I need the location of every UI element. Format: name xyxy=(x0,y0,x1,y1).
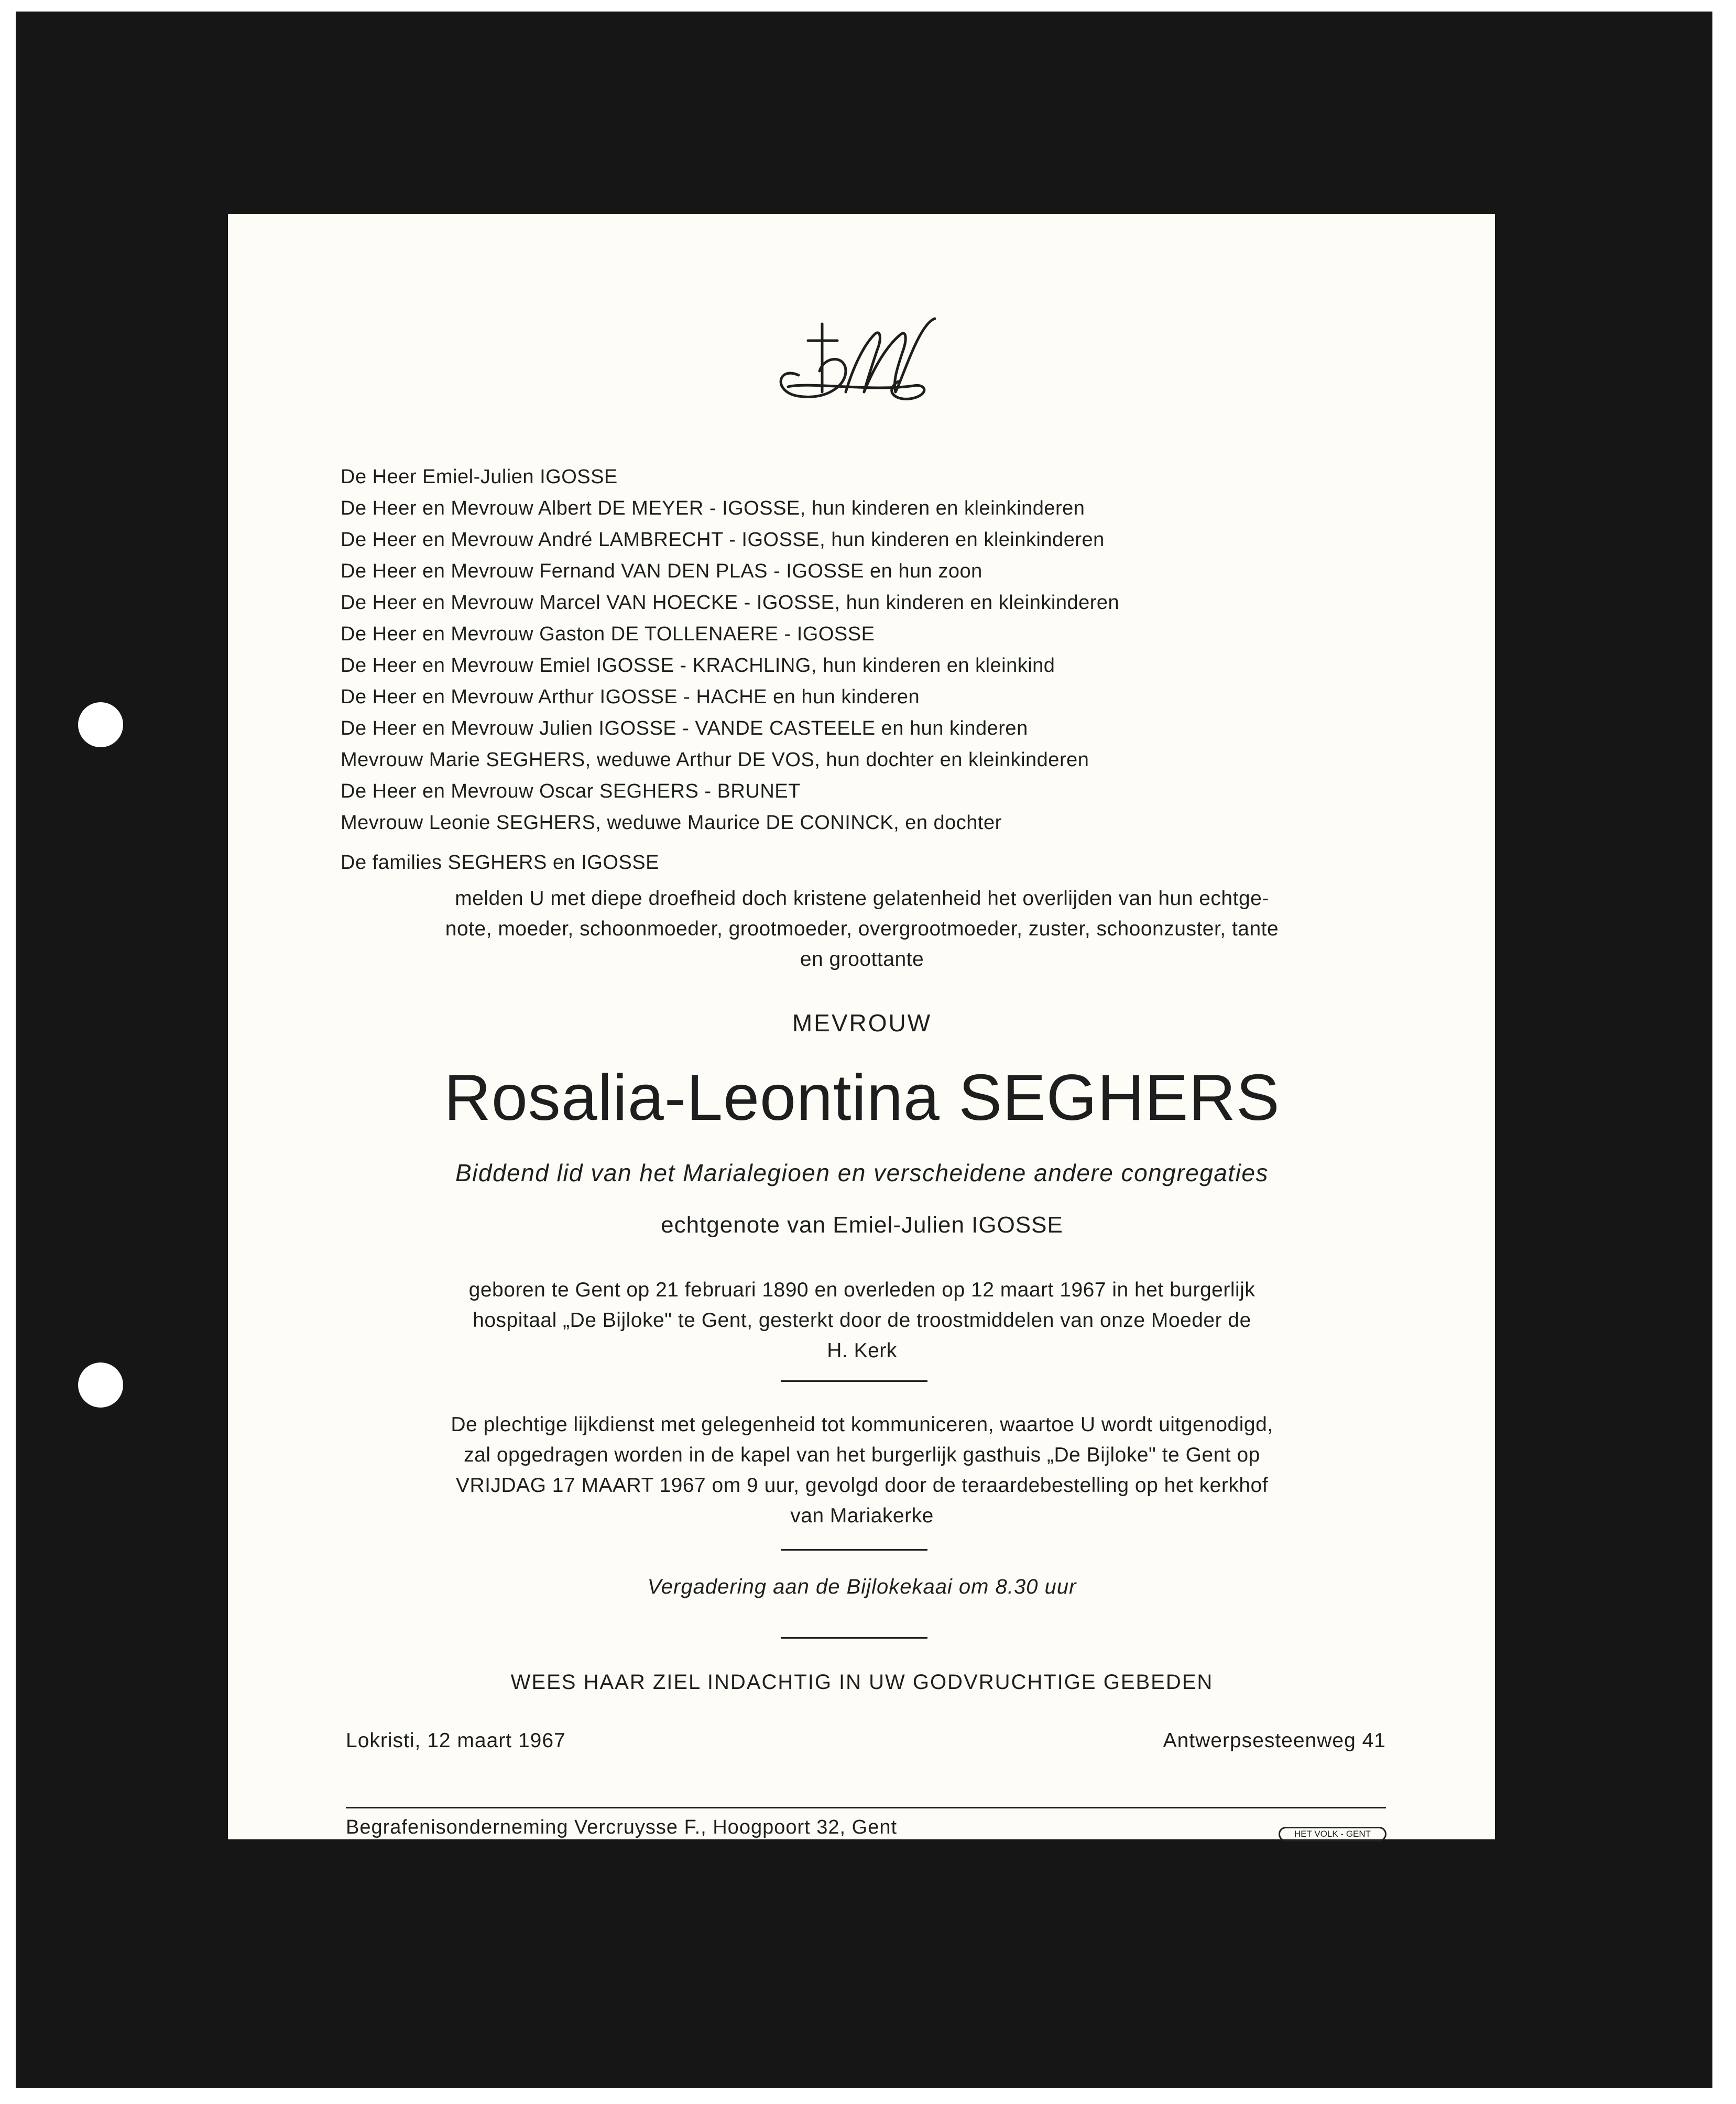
membership-subtitle: Biddend lid van het Marialegioen en verscheidene andere congregaties xyxy=(455,1159,1269,1186)
birth-death-line: hospitaal „De Bijloke" te Gent, gesterkt door de troostmiddelen van onze Moeder de xyxy=(473,1309,1251,1332)
printer-mark xyxy=(1279,1827,1386,1841)
punch-hole-bottom xyxy=(78,1362,123,1408)
address: Antwerpsesteenweg 41 xyxy=(1163,1729,1386,1752)
family-line: De Heer en Mevrouw Fernand VAN DEN PLAS - IGOSSE en hun zoon xyxy=(341,560,982,582)
family-line: De Heer en Mevrouw Julien IGOSSE - VANDE CASTEELE en hun kinderen xyxy=(341,717,1028,739)
service-line: zal opgedragen worden in de kapel van het burgerlijk gasthuis „De Bijloke" te Gent op xyxy=(464,1444,1260,1466)
birth-death-text xyxy=(341,1275,1383,1366)
deceased-name: Rosalia-Leontina SEGHERS xyxy=(444,1062,1280,1134)
spouse-line: echtgenote van Emiel-Julien IGOSSE xyxy=(661,1212,1063,1238)
birth-death-line: geboren te Gent op 21 februari 1890 en overleden op 12 maart 1967 in het burgerlijk xyxy=(468,1279,1255,1301)
family-line: De Heer en Mevrouw Albert DE MEYER - IGOSSE, hun kinderen en kleinkinderen xyxy=(341,497,1085,519)
announcement-line: note, moeder, schoonmoeder, grootmoeder, overgrootmoeder, zuster, schoonzuster, tante xyxy=(445,918,1279,940)
service-line: van Mariakerke xyxy=(790,1505,934,1527)
families-line: De families SEGHERS en IGOSSE xyxy=(341,852,659,874)
prayer-line: WEES HAAR ZIEL INDACHTIG IN UW GODVRUCHTIGE GEBEDEN xyxy=(510,1671,1214,1694)
family-line: De Heer en Mevrouw Oscar SEGHERS - BRUNET xyxy=(341,780,801,802)
family-line: De Heer Emiel-Julien IGOSSE xyxy=(341,466,618,488)
service-text xyxy=(341,1410,1383,1531)
service-line: VRIJDAG 17 MAART 1967 om 9 uur, gevolgd door de teraardebestelling op het kerkhof xyxy=(455,1474,1269,1497)
monogram-cross-m-icon xyxy=(767,313,940,416)
family-line: De Heer en Mevrouw Arthur IGOSSE - HACHE en hun kinderen xyxy=(341,686,920,708)
family-line: De Heer en Mevrouw Gaston DE TOLLENAERE - IGOSSE xyxy=(341,623,875,645)
divider xyxy=(781,1637,927,1639)
divider xyxy=(781,1380,927,1382)
announcement-text xyxy=(341,884,1383,975)
service-line: De plechtige lijkdienst met gelegenheid tot kommuniceren, waartoe U wordt uitgenodigd, xyxy=(451,1413,1273,1436)
title-mevrouw: MEVROUW xyxy=(792,1009,932,1037)
place-date: Lokristi, 12 maart 1967 xyxy=(346,1729,566,1752)
undertaker-line: Begrafenisonderneming Vercruysse F., Hoogpoort 32, Gent xyxy=(346,1816,898,1838)
family-list xyxy=(341,461,1389,878)
footer-divider xyxy=(346,1807,1386,1808)
family-line: Mevrouw Marie SEGHERS, weduwe Arthur DE VOS, hun dochter en kleinkinderen xyxy=(341,749,1089,771)
printer-mark-text: HET VOLK - GENT xyxy=(1294,1829,1371,1839)
family-line: De Heer en Mevrouw André LAMBRECHT - IGOSSE, hun kinderen en kleinkinderen xyxy=(341,529,1105,551)
family-line: De Heer en Mevrouw Emiel IGOSSE - KRACHLING, hun kinderen en kleinkind xyxy=(341,655,1055,677)
announcement-line: melden U met diepe droefheid doch kristene gelatenheid het overlijden van hun echtge- xyxy=(455,887,1269,910)
announcement-line: en groottante xyxy=(800,948,924,971)
family-line: De Heer en Mevrouw Marcel VAN HOECKE - IGOSSE, hun kinderen en kleinkinderen xyxy=(341,592,1120,614)
birth-death-line: H. Kerk xyxy=(827,1339,897,1362)
divider xyxy=(781,1549,927,1551)
mourning-card xyxy=(228,214,1495,1839)
family-line: Mevrouw Leonie SEGHERS, weduwe Maurice DE CONINCK, en dochter xyxy=(341,812,1002,834)
gathering-line: Vergadering aan de Bijlokekaai om 8.30 uur xyxy=(647,1575,1077,1598)
punch-hole-top xyxy=(78,702,123,747)
